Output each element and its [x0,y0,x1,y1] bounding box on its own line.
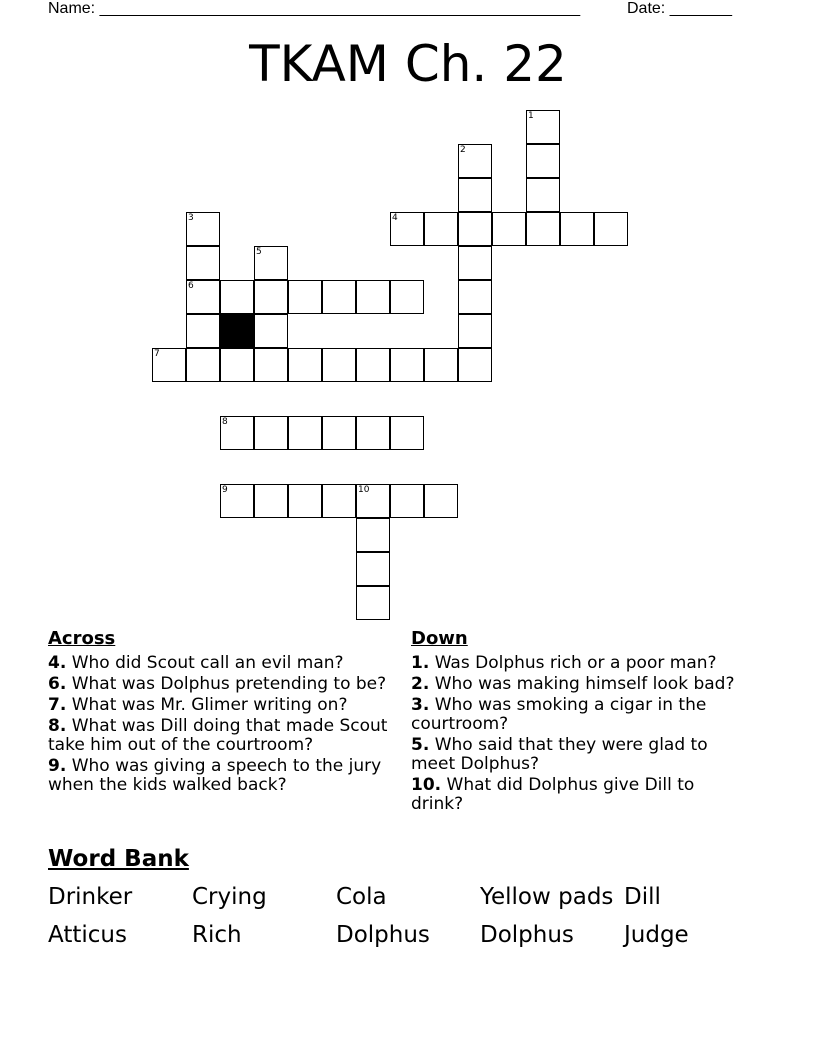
crossword-block [220,314,254,348]
crossword-cell[interactable] [254,348,288,382]
crossword-cell[interactable] [356,416,390,450]
crossword-cell[interactable] [220,416,254,450]
cell-number: 1 [528,111,534,121]
clue-number: 8. [48,716,67,736]
crossword-cell[interactable] [322,348,356,382]
crossword-cell[interactable] [220,484,254,518]
clue-number: 7. [48,695,67,715]
crossword-cell[interactable] [492,212,526,246]
down-clue [411,696,751,734]
across-clue [48,654,388,673]
crossword-cell[interactable] [594,212,628,246]
across-heading: Across [48,628,116,649]
across-clue [48,675,388,694]
clue-text: Was Dolphus rich or a poor man? [434,653,717,673]
clue-text: Who did Scout call an evil man? [71,653,344,673]
clue-text: What was Mr. Glimer writing on? [71,695,348,715]
word-bank-word: Dill [624,884,661,910]
across-clue [48,696,388,715]
crossword-cell[interactable] [322,484,356,518]
word-bank-word: Crying [192,884,267,910]
word-bank-word: Judge [624,922,689,948]
clue-number: 4. [48,653,67,673]
crossword-cell[interactable] [254,416,288,450]
clue-number: 1. [411,653,430,673]
crossword-cell[interactable] [288,348,322,382]
down-clue [411,654,751,673]
crossword-cell[interactable] [356,280,390,314]
crossword-cell[interactable] [186,246,220,280]
word-bank-word: Rich [192,922,242,948]
crossword-cell[interactable] [186,348,220,382]
crossword-cell[interactable] [390,280,424,314]
clue-number: 3. [411,695,430,715]
across-clue [48,717,388,755]
crossword-cell[interactable] [424,484,458,518]
clue-text: What was Dill doing that made Scout take him out of the courtroom? [48,716,388,755]
cell-number: 6 [188,281,194,291]
down-clues [411,628,751,816]
crossword-cell[interactable] [152,348,186,382]
word-bank-word: Dolphus [480,922,574,948]
clue-number: 6. [48,674,67,694]
crossword-cell[interactable] [254,314,288,348]
down-heading: Down [411,628,468,649]
word-bank-word: Cola [336,884,387,910]
clue-text: Who was giving a speech to the jury when the kids walked back? [48,756,382,795]
cell-number: 5 [256,247,262,257]
clue-text: Who said that they were glad to meet Dolphus? [411,735,708,774]
crossword-cell[interactable] [458,246,492,280]
word-bank-title: Word Bank [48,846,189,872]
crossword-cell[interactable] [526,144,560,178]
crossword-cell[interactable] [458,280,492,314]
crossword-cell[interactable] [220,348,254,382]
crossword-cell[interactable] [390,484,424,518]
clue-text: Who was smoking a cigar in the courtroom? [411,695,707,734]
clue-text: What was Dolphus pretending to be? [71,674,387,694]
crossword-cell[interactable] [458,144,492,178]
crossword-cell[interactable] [356,518,390,552]
crossword-cell[interactable] [526,178,560,212]
crossword-cell[interactable] [186,280,220,314]
clue-text: What did Dolphus give Dill to drink? [411,775,695,814]
crossword-cell[interactable] [458,178,492,212]
name-field-line: Name: ______________________________________________________ [48,0,581,17]
crossword-cell[interactable] [322,416,356,450]
word-bank-word: Drinker [48,884,133,910]
crossword-cell[interactable] [288,280,322,314]
crossword-cell[interactable] [356,552,390,586]
crossword-cell[interactable] [458,314,492,348]
page-title: TKAM Ch. 22 [249,35,567,93]
cell-number: 3 [188,213,194,223]
clue-number: 2. [411,674,430,694]
crossword-cell[interactable] [560,212,594,246]
crossword-cell[interactable] [288,416,322,450]
clue-text: Who was making himself look bad? [434,674,735,694]
cell-number: 2 [460,145,466,155]
date-field-line: Date: _______ [627,0,732,17]
down-clue [411,675,751,694]
crossword-cell[interactable] [526,110,560,144]
cell-number: 10 [358,485,370,495]
crossword-cell[interactable] [356,348,390,382]
clue-number: 10. [411,775,442,795]
clue-number: 5. [411,735,430,755]
down-clue [411,736,751,774]
crossword-cell[interactable] [220,280,254,314]
crossword-cell[interactable] [356,484,390,518]
crossword-cell[interactable] [254,484,288,518]
crossword-cell[interactable] [390,212,424,246]
crossword-cell[interactable] [458,348,492,382]
cell-number: 8 [222,417,228,427]
crossword-cell[interactable] [424,212,458,246]
crossword-cell[interactable] [390,416,424,450]
word-bank-word: Atticus [48,922,127,948]
crossword-cell[interactable] [254,246,288,280]
clue-number: 9. [48,756,67,776]
crossword-cell[interactable] [186,314,220,348]
crossword-cell[interactable] [322,280,356,314]
across-clue [48,757,388,795]
crossword-cell[interactable] [390,348,424,382]
down-clue [411,776,751,814]
crossword-cell[interactable] [526,212,560,246]
across-clues [48,628,388,797]
cell-number: 9 [222,485,228,495]
crossword-cell[interactable] [186,212,220,246]
crossword-cell[interactable] [288,484,322,518]
cell-number: 4 [392,213,398,223]
crossword-cell[interactable] [356,586,390,620]
crossword-cell[interactable] [424,348,458,382]
crossword-cell[interactable] [458,212,492,246]
crossword-cell[interactable] [254,280,288,314]
cell-number: 7 [154,349,160,359]
word-bank-word: Dolphus [336,922,430,948]
word-bank-word: Yellow pads [480,884,614,910]
